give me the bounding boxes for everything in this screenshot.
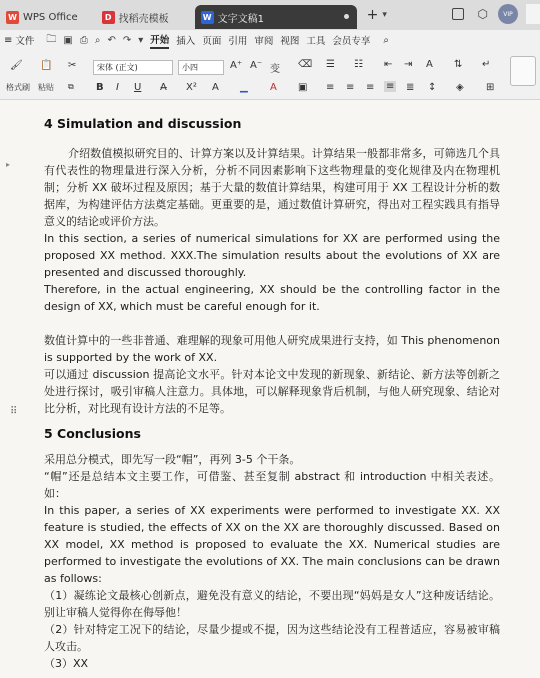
tab-document[interactable] (195, 5, 357, 29)
distributed-icon[interactable]: ≣ (406, 82, 415, 93)
drag-handle-icon[interactable]: ⠿ (10, 406, 18, 417)
tab-label: WPS Office (23, 11, 78, 23)
empty-line (44, 315, 500, 332)
styles-gallery[interactable] (510, 56, 536, 86)
format-painter-label[interactable]: 格式刷 (6, 83, 30, 92)
menu-icon[interactable]: ≡ (4, 34, 13, 46)
section-heading: 4 Simulation and discussion (44, 116, 242, 131)
print-icon[interactable]: ⎙ (79, 34, 88, 46)
document-page[interactable] (0, 100, 540, 678)
paragraph: In this section, a series of numerical simulations for XX are performed using the proposed XX method. XXX.The simulation results about the evolutions of XX are presented and discussed thoroughly. (44, 232, 500, 279)
shading-icon[interactable]: ◈ (456, 82, 464, 93)
highlight-icon[interactable]: ▁ (240, 82, 248, 93)
bold-button[interactable]: B (96, 82, 104, 93)
chevron-down-icon[interactable]: ▾ (138, 34, 144, 46)
underline-button[interactable]: U (134, 82, 142, 93)
tab-templates[interactable] (96, 5, 175, 29)
paragraph: （3）XX (44, 657, 89, 670)
paragraph: In this paper, a series of XX experiments were performed to investigate XX. XX feature is studied, the effects of XX on the XX are thoroughly discussed. Based on XX model, XX method is proposed to evaluate the XX. Numerical studies are performed to investigate the evolutions of XX. The main conclusions can be drawn as follows: (44, 504, 500, 585)
tab-tools[interactable]: 工具 (306, 36, 326, 47)
new-tab-icon[interactable]: + (366, 7, 379, 23)
italic-button[interactable]: I (116, 82, 119, 93)
font-shrink-icon[interactable]: A⁻ (250, 60, 263, 71)
empty-line (44, 417, 500, 426)
writer-doc-icon: W (201, 11, 214, 24)
paragraph: 可以通过 discussion 提高论文水平。针对本论文中发现的新现象、新结论、新方法等创新之处进行探讨，吸引审稿人注意力。具体地，可以解释现象背后机制，与他人研究现象、结论对比分析，对比现有设计方法的不足等。 (44, 368, 500, 415)
paragraph: “帽”还是总结本文主要工作，可借鉴、甚至复制 abstract 和 introduction 中相关表述。如： (44, 470, 500, 500)
tab-member[interactable]: 会员专享 (332, 36, 371, 47)
chevron-down-icon[interactable]: ▾ (382, 10, 387, 20)
strikethrough-icon[interactable]: A̶ (160, 82, 167, 93)
decrease-indent-icon[interactable]: ⇤ (384, 59, 393, 70)
chinese-layout-icon[interactable]: A (426, 59, 433, 70)
font-size-value: 小四 (182, 63, 198, 72)
show-marks-icon[interactable]: ↵ (482, 59, 491, 70)
paragraph: 数值计算中的一些非普通、难理解的现象可用他人研究成果进行支持，如 This phenomenon is supported by the work of XX. (44, 334, 500, 364)
tab-home[interactable]: 开始 (150, 32, 169, 49)
tab-references[interactable]: 引用 (228, 36, 248, 47)
font-color-icon[interactable]: A (270, 82, 277, 93)
print-preview-icon[interactable]: ⌕ (94, 34, 101, 46)
format-painter-icon[interactable]: 🖌 (10, 60, 23, 71)
tab-bar (0, 0, 540, 30)
window-edge (526, 4, 540, 24)
char-border-icon[interactable]: ▣ (298, 82, 308, 93)
font-size-select[interactable] (178, 60, 224, 75)
tab-view[interactable]: 视图 (280, 36, 300, 47)
font-name-select[interactable] (93, 60, 173, 75)
font-name-value: 宋体 (正文) (97, 63, 138, 72)
clear-format-icon[interactable]: ⌫ (298, 59, 313, 70)
pinyin-icon[interactable]: 变 (270, 64, 280, 75)
paragraph: （2）针对特定工况下的结论，尽量少提或不提，因为这些结论没有工程普适应，容易被审稿人攻击。 (44, 623, 500, 653)
folder-icon[interactable]: 🗀 (46, 33, 57, 45)
save-icon[interactable]: ▣ (63, 34, 73, 46)
menu-bar (0, 30, 540, 50)
align-left-icon[interactable]: ≡ (326, 82, 335, 93)
align-center-icon[interactable]: ≡ (346, 82, 355, 93)
redo-icon[interactable]: ↷ (122, 34, 132, 46)
window-controls (452, 4, 540, 24)
tab-review[interactable]: 审阅 (254, 36, 274, 47)
search-icon[interactable]: ⌕ (383, 34, 390, 46)
font-grow-icon[interactable]: A⁺ (230, 60, 243, 71)
ribbon-toolbar (0, 50, 540, 100)
tab-label: 文字文稿1 (217, 13, 265, 25)
paragraph: 采用总分模式，即先写一段“帽”，再列 3-5 个干条。 (44, 453, 301, 466)
copy-icon[interactable]: ⧉ (68, 82, 74, 91)
avatar[interactable]: VIP (498, 4, 518, 24)
app-center-icon[interactable]: ⬡ (477, 7, 488, 21)
undo-icon[interactable]: ↶ (107, 34, 116, 46)
borders-icon[interactable]: ⊞ (486, 82, 495, 93)
tab-wps-office[interactable] (0, 5, 84, 29)
tab-insert[interactable]: 插入 (176, 36, 196, 47)
increase-indent-icon[interactable]: ⇥ (404, 59, 413, 70)
section-heading: 5 Conclusions (44, 426, 141, 441)
cut-icon[interactable]: ✂ (68, 60, 77, 71)
document-body[interactable] (44, 116, 500, 672)
superscript-icon[interactable]: X² (186, 82, 197, 93)
text-effect-icon[interactable]: A (212, 82, 219, 93)
sort-icon[interactable]: ⇅ (454, 59, 463, 70)
unsaved-dot-icon[interactable] (344, 14, 349, 19)
docer-logo-icon: D (102, 11, 115, 24)
paste-icon[interactable]: 📋 (40, 60, 53, 71)
bullet-list-icon[interactable]: ☰ (326, 59, 335, 70)
justify-icon[interactable]: ≡ (386, 81, 395, 92)
window-layout-icon[interactable] (452, 8, 464, 20)
page-corner-icon: ▸ (6, 160, 11, 169)
paragraph: Therefore, in the actual engineering, XX should be the controlling factor in the design of XX, which must be careful enough for it. (44, 283, 500, 313)
align-right-icon[interactable]: ≡ (366, 82, 375, 93)
menu-file[interactable]: 文件 (15, 36, 35, 47)
tab-page[interactable]: 页面 (202, 36, 222, 47)
line-spacing-icon[interactable]: ↕ (428, 82, 437, 93)
paragraph: 介绍数值模拟研究目的、计算方案以及计算结果。计算结果一般都非常多，可筛选几个具有代表性的物理量进行深入分析，分析不同因素影响下这些物理量的变化规律及内在物理机制；分析 XX 破坏过程及原因；基于大量的数值计算结果，构建可用于 XX 工程设计分析的数据库，为构建评估方法奠定基础。更重要的是，通过数值计算研究，得出对工程实践具有指导意义的结论或评价方法。 (44, 147, 500, 228)
tab-label: 找稻壳模板 (118, 13, 169, 25)
numbered-list-icon[interactable]: ☷ (354, 59, 363, 70)
paste-label[interactable]: 粘贴 (38, 83, 54, 92)
wps-logo-icon: W (6, 11, 19, 24)
paragraph: （1）凝练论文最核心创新点，避免没有意义的结论，不要出现“妈妈是女人”这种废话结论。别让审稿人觉得你在侮辱他！ (44, 589, 500, 619)
